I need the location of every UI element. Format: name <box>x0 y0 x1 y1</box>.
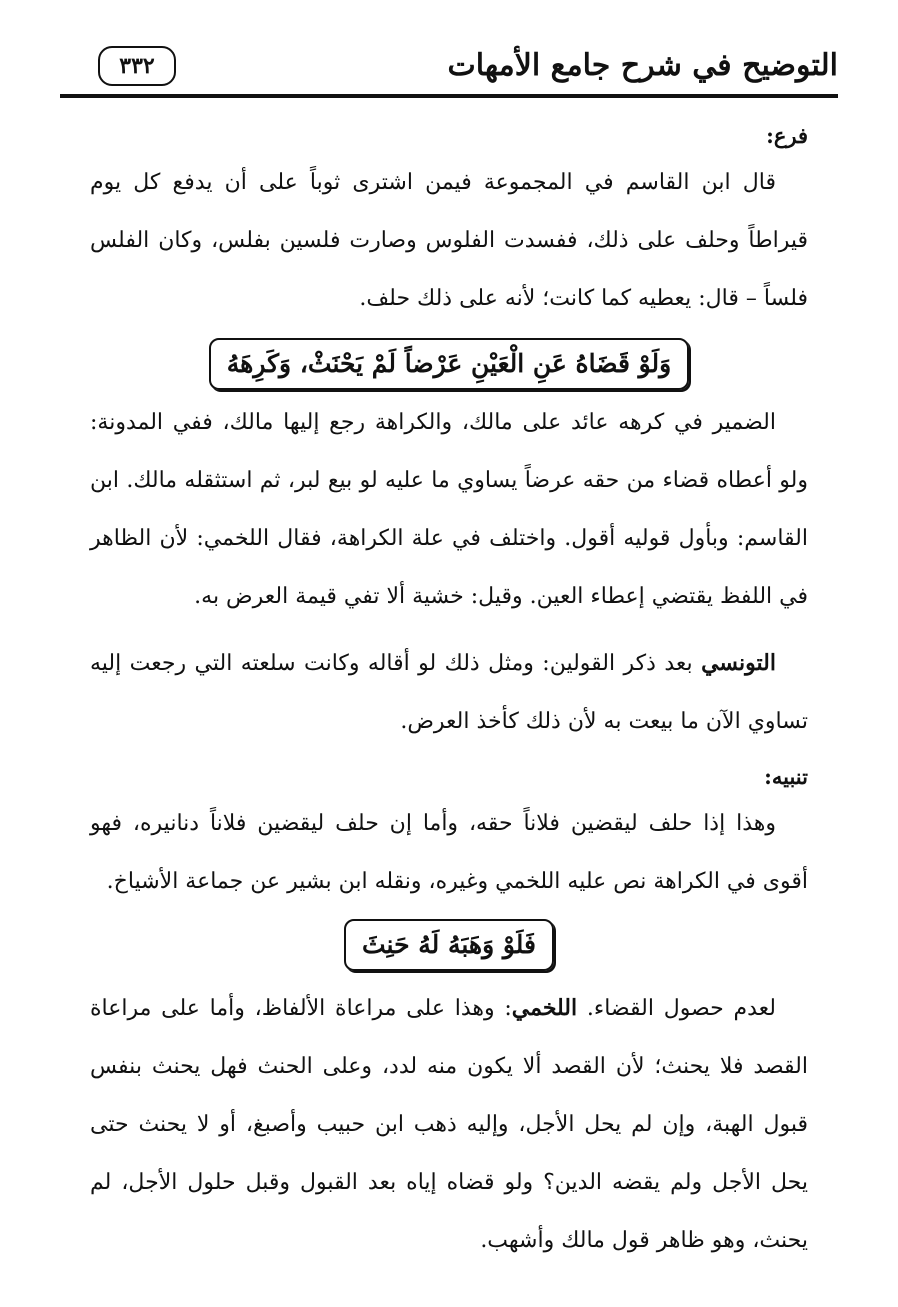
page-body <box>90 118 808 1270</box>
paragraph-far3: قال ابن القاسم في المجموعة فيمن اشترى ثوباً على أن يدفع كل يوم قيراطاً وحلف على ذلك، ففسدت الفلوس وصارت فلسين بفلس، وكان الفلس فلساً – قال: يعطيه كما كانت؛ لأنه على ذلك حلف. <box>90 170 808 311</box>
cited-scholar-lakhmi: اللخمي <box>511 995 578 1021</box>
paragraph-tanbih: وهذا إذا حلف ليقضين فلاناً حقه، وأما إن حلف ليقضين فلاناً دنانيره، فهو أقوى في الكراهة نص عليه اللخمي وغيره، ونقله ابن بشير عن جماعة الأشياخ. <box>90 811 808 894</box>
page-number: ٣٣٢ <box>98 46 176 86</box>
paragraph-sharh-2 <box>90 979 808 1270</box>
sharh2-before: لعدم حصول القضاء. <box>577 996 776 1021</box>
tunisi-text: بعد ذكر القولين: ومثل ذلك لو أقاله وكانت سلعته التي رجعت إليه تساوي الآن ما بيعت به لأن ذلك كأخذ العرض. <box>90 651 808 734</box>
sharh2-after: : وهذا على مراعاة الألفاظ، وأما على مراعاة القصد فلا يحنث؛ لأن القصد ألا يكون منه لدد، وعلى الحنث فهل يحنث بنفس قبول الهبة، وإن لم يحل الأجل، وإليه ذهب ابن حبيب وأصبغ، أو لا يحنث حتى يحل الأجل ولم يقضه الدين؟ ولو قضاه إياه بعد القبول وقبل حلول الأجل، لم يحنث، وهو ظاهر قول مالك وأشهب. <box>90 996 808 1253</box>
matn-box-1: وَلَوْ قَضَاهُ عَنِ الْعَيْنِ عَرْضاً لَمْ يَحْنَثْ، وَكَرِهَهُ <box>209 338 689 390</box>
paragraph-sharh-1: الضمير في كرهه عائد على مالك، والكراهة رجع إليها مالك، ففي المدونة: ولو أعطاه قضاء من حقه عرضاً يساوي ما عليه لو بيع لبر، ثم استثقله مالك. ابن القاسم: وبأول قوليه أقول. واختلف في علة الكراهة، فقال اللخمي: لأن الظاهر في اللفظ يقتضي إعطاء العين. وقيل: خشية ألا تفي قيمة العرض به. <box>90 410 808 609</box>
cited-scholar: التونسي <box>701 650 776 676</box>
section-heading-far3: فرع: <box>766 123 808 148</box>
matn-line-1 <box>90 328 808 394</box>
running-header <box>60 38 838 98</box>
paragraph-tunisi <box>90 634 808 751</box>
section-heading-tanbih: تنبيه: <box>764 764 808 789</box>
matn-line-2 <box>90 911 808 979</box>
book-title: التوضيح في شرح جامع الأمهات <box>447 48 838 83</box>
matn-box-2: فَلَوْ وَهَبَهُ لَهُ حَنِثَ <box>344 919 554 971</box>
header-rule <box>60 94 838 98</box>
